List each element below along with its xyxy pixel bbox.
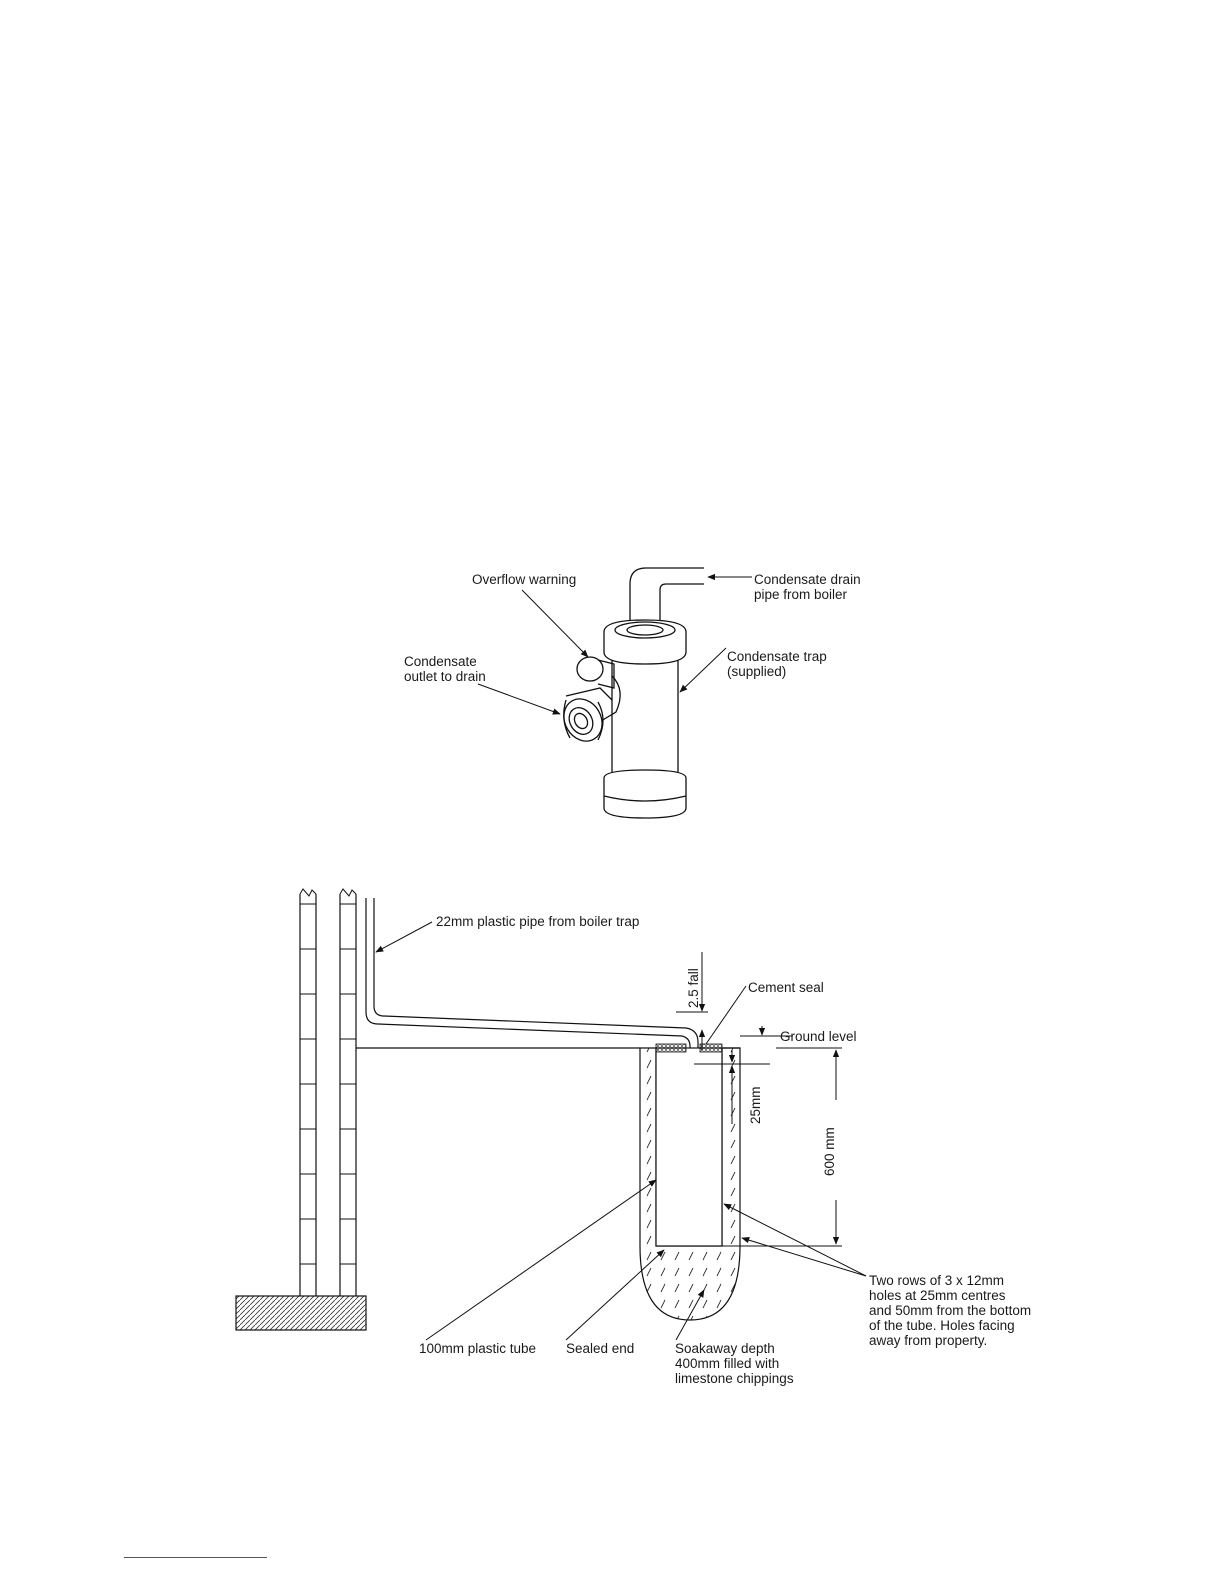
label-holes-line3: and 50mm from the bottom (869, 1303, 1032, 1318)
label-600mm: 600 mm (822, 1127, 837, 1176)
wall-courses (300, 904, 356, 1264)
label-fall (664, 928, 701, 1008)
label-fall-text: 2.5 fall (686, 968, 701, 1008)
foundation (236, 1296, 366, 1330)
label-sealed-end: Sealed end (566, 1341, 635, 1356)
label-holes-line1: Two rows of 3 x 12mm (869, 1273, 1005, 1288)
label-holes-line2: holes at 25mm centres (869, 1288, 1006, 1303)
label-holes-line5: away from property. (869, 1333, 988, 1348)
footer-rule (124, 1557, 267, 1558)
label-soakaway-line2: 400mm filled with (675, 1356, 780, 1371)
label-25mm: 25mm (748, 1086, 763, 1124)
label-outlet-line1: Condensate (404, 654, 477, 669)
label-plastic-tube: 100mm plastic tube (419, 1341, 537, 1356)
condensate-trap-illustration (556, 568, 704, 818)
label-soakaway-line1: Soakaway depth (675, 1341, 775, 1356)
soakaway-pit (640, 1044, 740, 1320)
label-outlet-line2: outlet to drain (404, 669, 486, 684)
label-overflow-warning: Overflow warning (472, 572, 577, 587)
label-drain-pipe-line2: pipe from boiler (754, 587, 848, 602)
label-trap-line1: Condensate trap (727, 649, 827, 664)
label-pipe-from-trap: 22mm plastic pipe from boiler trap (436, 914, 640, 929)
label-soakaway-line3: limestone chippings (675, 1371, 794, 1386)
label-ground-level: Ground level (780, 1029, 857, 1044)
label-cement-seal: Cement seal (748, 980, 824, 995)
brick-wall (300, 889, 356, 1296)
label-holes-line4: of the tube. Holes facing (869, 1318, 1015, 1333)
label-drain-pipe-line1: Condensate drain (754, 572, 861, 587)
label-trap-line2: (supplied) (727, 664, 787, 679)
